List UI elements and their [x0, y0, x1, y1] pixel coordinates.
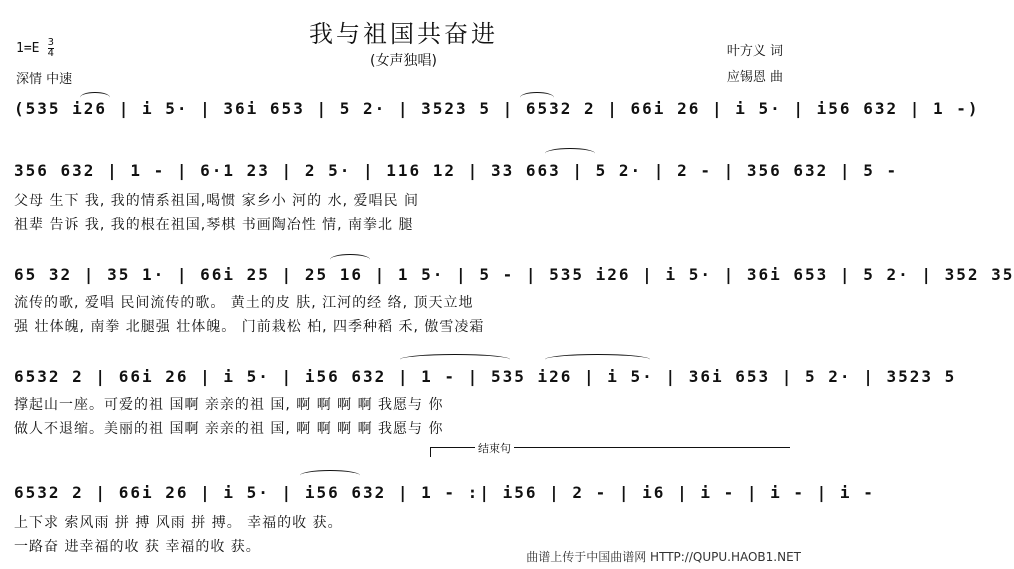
system-1-lyrics-verse-2: 祖辈 告诉 我, 我的根在祖国,琴棋 书画陶冶性 情, 南拳北 腿	[14, 217, 414, 233]
time-signature-denominator: 4	[47, 48, 54, 59]
intro-staff	[14, 96, 980, 120]
ending-bracket-tick	[430, 447, 431, 457]
slur-mark	[545, 354, 650, 365]
system-3-staff	[14, 364, 957, 388]
lyricist-credit: 叶方义 词	[726, 44, 783, 59]
song-subtitle: (女声独唱)	[370, 53, 437, 69]
tempo-marking: 深情 中速	[16, 72, 73, 87]
key-signature: 1=E	[16, 41, 40, 56]
system-2-lyrics-verse-1: 流传的歌, 爱唱 民间流传的歌。 黄土的皮 肤, 江河的经 络, 顶天立地	[14, 295, 474, 311]
footer-watermark: 曲谱上传于中国曲谱网 HTTP://QUPU.HAOB1.NET	[526, 550, 801, 564]
system-4-notes: 6532 2 | 66i 26 | i 5· | i56 632 | 1 - :| i56 | 2 - | i6 | i - | i - | i -	[14, 482, 875, 502]
system-3-lyrics-verse-1: 撑起山一座。可爱的祖 国啊 亲亲的祖 国, 啊 啊 啊 啊 我愿与 你	[14, 397, 444, 413]
song-title: 我与祖国共奋进	[309, 20, 498, 48]
slur-mark	[80, 92, 110, 103]
system-1-staff	[14, 158, 899, 182]
slur-mark	[520, 92, 554, 103]
system-1-lyrics-verse-1: 父母 生下 我, 我的情系祖国,喝惯 家乡小 河的 水, 爱唱民 间	[14, 193, 419, 209]
slur-mark	[400, 354, 510, 365]
intro-notes: (535 i26 | i 5· | 36i 653 | 5 2· | 3523 5 | 6532 2 | 66i 26 | i 5· | i56 632 | 1 -)	[14, 98, 980, 118]
system-4-lyrics-verse-2: 一路奋 进幸福的收 获 幸福的收 获。	[14, 539, 261, 555]
slur-mark	[300, 470, 360, 481]
system-2-notes: 65 32 | 35 1· | 66i 25 | 25 16 | 1 5· | 5 - | 535 i26 | i 5· | 36i 653 | 5 2· | 352 35	[14, 264, 1014, 284]
system-2-lyrics-verse-2: 强 壮体魄, 南拳 北腿强 壮体魄。 门前栽松 柏, 四季种稻 禾, 傲雪凌霜	[14, 319, 485, 335]
system-1-notes: 356 632 | 1 - | 6·1 23 | 2 5· | 116 12 | 33 663 | 5 2· | 2 - | 356 632 | 5 -	[14, 160, 899, 180]
tie-mark	[545, 148, 595, 159]
system-2-staff	[14, 262, 1014, 286]
key-and-time	[16, 38, 54, 59]
tie-mark	[330, 254, 370, 265]
composer-credit: 应锡恩 曲	[726, 70, 783, 85]
ending-label: 结束句	[475, 440, 514, 456]
system-3-lyrics-verse-2: 做人不退缩。美丽的祖 国啊 亲亲的祖 国, 啊 啊 啊 啊 我愿与 你	[14, 421, 444, 437]
system-3-notes: 6532 2 | 66i 26 | i 5· | i56 632 | 1 - | 535 i26 | i 5· | 36i 653 | 5 2· | 3523 5	[14, 366, 957, 386]
time-signature-numerator: 3	[47, 37, 54, 48]
system-4-lyrics-verse-1: 上下求 索风雨 拼 搏 风雨 拼 搏。 幸福的收 获。	[14, 515, 343, 531]
system-4-staff	[14, 480, 875, 504]
time-signature	[48, 38, 54, 59]
